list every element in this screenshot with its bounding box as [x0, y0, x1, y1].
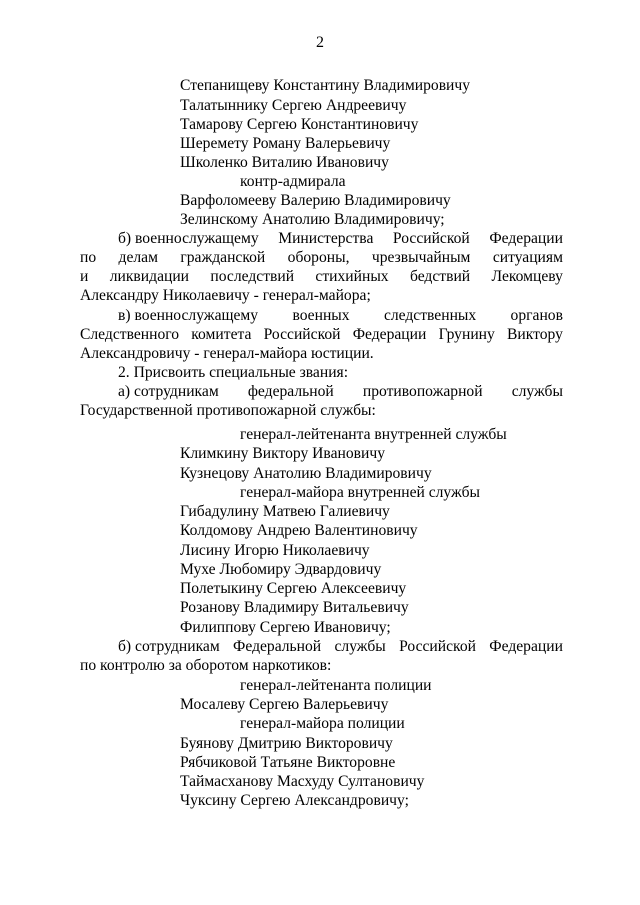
person-name: Филиппову Сергею Ивановичу; [180, 619, 391, 636]
paragraph-line [118, 637, 563, 656]
word: Министерства [278, 230, 374, 247]
word: обороны, [287, 249, 350, 266]
word: последствий [210, 268, 295, 285]
paragraph-line: Александру Николаевичу - генерал-майора; [80, 287, 371, 304]
paragraph-line [80, 267, 563, 286]
person-name: Буянову Дмитрию Викторовичу [180, 735, 393, 752]
word: ликвидации [109, 268, 190, 285]
word: федеральной [247, 383, 334, 400]
person-name: Мухе Любомиру Эдвардовичу [180, 561, 382, 578]
paragraph-line: по контролю за оборотом наркотиков: [80, 657, 332, 674]
word: а) сотрудникам [118, 383, 219, 400]
word: Федерации [489, 230, 563, 247]
word: Российской [399, 638, 476, 655]
word: чрезвычайным [371, 249, 471, 266]
person-name: Варфоломееву Валерию Владимировичу [180, 192, 451, 209]
person-name: Колдомову Андрею Валентиновичу [180, 522, 418, 539]
word: по [80, 249, 97, 266]
person-name: Таймасханову Масхуду Султановичу [180, 773, 425, 790]
rank-heading: генерал-майора внутренней службы [240, 484, 481, 501]
person-name: Шеремету Роману Валерьевичу [180, 135, 391, 152]
word: Грунину [438, 326, 495, 343]
paragraph-line: Государственной противопожарной службы: [80, 402, 376, 419]
person-name: Климкину Виктору Ивановичу [180, 445, 385, 462]
person-name: Кузнецову Анатолию Владимировичу [180, 465, 432, 482]
paragraph-line [80, 325, 563, 344]
rank-heading: контр-адмирала [240, 173, 346, 190]
word: службы [511, 383, 563, 400]
word: бедствий [409, 268, 471, 285]
person-name: Розанову Владимиру Витальевичу [180, 599, 409, 616]
rank-heading: генерал-лейтенанта внутренней службы [240, 426, 507, 443]
person-name: Гибадулину Матвею Галиевичу [180, 503, 390, 520]
word: Федерации [352, 326, 427, 343]
word: военных [292, 307, 350, 324]
rank-heading: генерал-лейтенанта полиции [240, 677, 432, 694]
person-name: Тамарову Сергею Константиновичу [180, 116, 419, 133]
person-name: Степанищеву Константину Владимировичу [180, 77, 471, 94]
person-name: Полетыкину Сергею Алексеевичу [180, 580, 407, 597]
word: органов [510, 307, 563, 324]
word: противопожарной [362, 383, 483, 400]
person-name: Мосалеву Сергею Валерьевичу [180, 696, 389, 713]
word: делам [118, 249, 158, 266]
word: Лекомцеву [491, 268, 563, 285]
word: Следственного [80, 326, 180, 343]
word: следственных [383, 307, 477, 324]
word: в) военнослужащему [118, 307, 259, 324]
person-name: Рябчиковой Татьяне Викторовне [180, 754, 396, 771]
paragraph-line [80, 248, 563, 267]
word: стихийных [315, 268, 389, 285]
person-name: Талатыннику Сергею Андреевичу [180, 97, 407, 114]
word: Федеральной [233, 638, 322, 655]
person-name: Зелинскому Анатолию Владимировичу; [180, 211, 445, 228]
word: ситуациям [492, 249, 563, 266]
person-name: Лисину Игорю Николаевичу [180, 542, 370, 559]
person-name: Школенко Виталию Ивановичу [180, 154, 389, 171]
word: Российской [392, 230, 470, 247]
word: б) сотрудникам [118, 638, 220, 655]
word: гражданской [180, 249, 266, 266]
page-number: 2 [316, 34, 324, 51]
word: Виктору [507, 326, 563, 343]
word: Федерации [489, 638, 563, 655]
paragraph-line [118, 382, 563, 401]
person-name: Чуксину Сергею Александровичу; [180, 792, 409, 809]
word: Российской [263, 326, 341, 343]
word: б) военнослужащему [118, 230, 259, 247]
word: комитета [191, 326, 252, 343]
rank-heading: генерал-майора полиции [240, 715, 405, 732]
word: службы [334, 638, 386, 655]
section-heading: 2. Присвоить специальные звания: [118, 364, 349, 381]
paragraph-line [118, 229, 563, 248]
paragraph-line: Александровичу - генерал-майора юстиции. [80, 345, 374, 362]
word: и [80, 268, 89, 285]
paragraph-line [118, 306, 563, 325]
